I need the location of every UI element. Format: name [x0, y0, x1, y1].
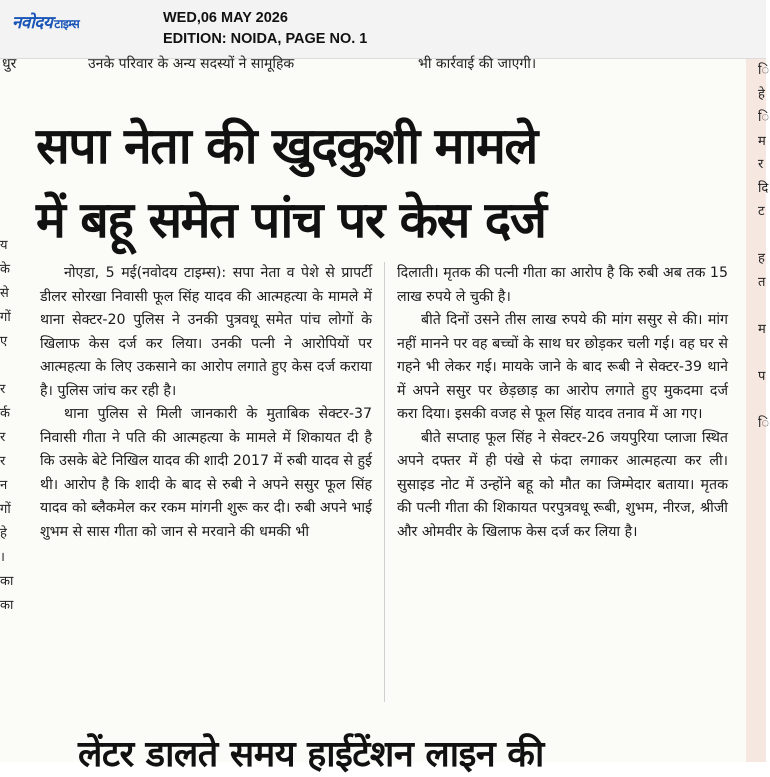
next-article-headline: लेंटर डालते समय हाईटेंशन लाइन की [78, 734, 544, 775]
left-fragment-glyph: गों [0, 310, 11, 325]
right-fragment-glyph [758, 341, 770, 365]
edition-page: EDITION: NOIDA, PAGE NO. 1 [163, 31, 368, 47]
left-fragment-glyph: र [0, 454, 6, 469]
right-adjacent-strip [746, 59, 770, 762]
right-fragment-glyph: हे [758, 86, 765, 102]
left-fragment-glyph: य [0, 238, 8, 253]
right-fragment-glyph: म [758, 321, 766, 337]
left-fragment-glyph: । [0, 550, 5, 565]
top-fragment-right: भी कार्रवाई की जाएगी। [418, 56, 537, 72]
article-column-1 [40, 262, 372, 544]
right-column-fragment [758, 59, 770, 435]
article-paragraph: बीते सप्ताह फूल सिंह ने सेक्टर-26 जयपुरिया प्लाजा स्थित अपने दफ्तर में ही पंखे से फंदा लगाकर आत्महत्या कर ली। सुसाइड नोट में उन्होंने बहू को मौत का जिम्मेदार बताया। मृतक की पत्नी गीता की शिकायत परपुत्रवधू रूबी, शुभम, नीरज, श्रीजी और ओमवीर के खिलाफ केस दर्ज कर लिया है। [397, 429, 728, 540]
article-paragraph: बीते दिनों उसने तीस लाख रुपये की मांग ससुर से की। मांग नहीं मानने पर वह बच्चों के साथ घर छोड़कर चली गई। वह घर से गहने भी लेकर गई। मायके जाने के बाद रूबी ने सेक्टर-39 थाने में अपने ससुर पर छेड़छाड़ का आरोप लगाते हुए मुकदमा दर्ज करा दिया। इसकी वजह से फूल सिंह यादव तनाव में आ गए। [397, 312, 728, 422]
right-fragment-glyph: ि [758, 415, 770, 431]
right-fragment-glyph: दि [758, 180, 769, 196]
right-fragment-glyph [758, 388, 770, 412]
cut-top-fragment [0, 56, 746, 77]
left-fragment-glyph: के [0, 262, 10, 277]
right-fragment-glyph [758, 294, 770, 318]
left-fragment-glyph: हे [0, 526, 7, 541]
logo-sub-text: टाइम्स [54, 17, 80, 31]
clipping-header [0, 0, 766, 59]
left-fragment-glyph: र [0, 430, 6, 445]
left-fragment-glyph: का [0, 574, 14, 589]
column-divider [384, 262, 385, 702]
publication-date: WED,06 MAY 2026 [163, 10, 288, 26]
right-fragment-glyph [758, 224, 770, 248]
right-fragment-glyph: ि [758, 63, 770, 78]
right-fragment-glyph: म [758, 133, 766, 149]
left-fragment-glyph: न [0, 478, 8, 493]
article-paragraph: नोएडा, 5 मई(नवोदय टाइम्स): सपा नेता व पेशे से प्रापर्टी डीलर सोरखा निवासी फूल सिंह यादव की आत्महत्या के मामले में थाना सेक्टर-20 पुलिस ने उनकी पुत्रवधू समेत पांच लोगों के खिलाफ केस दर्ज कर लिया। उनकी पत्नी ने आरोपियों पर आत्महत्या के लिए उकसाने का आरोप लगाते हुए केस दर्ज कराया है। पुलिस जांच कर रही है। [40, 265, 372, 399]
newspaper-clipping [0, 56, 746, 775]
right-fragment-glyph: र [758, 157, 764, 172]
headline-line-2: में बहू समेत पांच पर केस दर्ज [36, 191, 546, 249]
right-fragment-glyph: ह [758, 251, 765, 266]
newspaper-logo [12, 10, 79, 33]
left-fragment-glyph: ए [0, 334, 8, 349]
left-fragment-glyph: गों [0, 502, 11, 517]
left-fragment-glyph: र्क [0, 406, 10, 421]
left-fragment-glyph: से [0, 286, 9, 301]
left-fragment-glyph: र [0, 382, 6, 397]
left-column-fragment [0, 234, 15, 618]
headline-line-1: सपा नेता की खुदकुशी मामले [36, 117, 537, 175]
article-column-2 [397, 262, 728, 544]
left-fragment-glyph: का [0, 598, 14, 613]
edition-info [163, 8, 367, 50]
article-paragraph: थाना पुलिस से मिली जानकारी के मुताबिक सेक्टर-37 निवासी गीता ने पति की आत्महत्या के मामले में शिकायत दी है कि उसके बेटे निखिल यादव की शादी 2017 में रुबी यादव से हुई थी। आरोप है कि शादी के बाद से रुबी ने अपने ससुर फूल सिंह यादव को ब्लैकमेल कर रकम मांगनी शुरू कर दी। रुबी अपने भाई शुभम से सास गीता को जान से मरवाने की धमकी भी [40, 406, 372, 540]
top-fragment-middle: उनके परिवार के अन्य सदस्यों ने सामूहिक [88, 56, 295, 72]
right-fragment-glyph: ि [758, 110, 770, 125]
article-headline [36, 109, 736, 257]
top-fragment-left: धुर [2, 56, 17, 72]
article-paragraph: दिलाती। मृतक की पत्नी गीता का आरोप है कि रुबी अब तक 15 लाख रुपये ले चुकी है। [397, 265, 728, 305]
left-fragment-glyph [0, 354, 15, 378]
right-fragment-glyph: ट [758, 204, 765, 219]
right-fragment-glyph: प [758, 368, 766, 384]
right-fragment-glyph: त [758, 274, 766, 290]
logo-main-text: नवोदय [12, 13, 53, 33]
